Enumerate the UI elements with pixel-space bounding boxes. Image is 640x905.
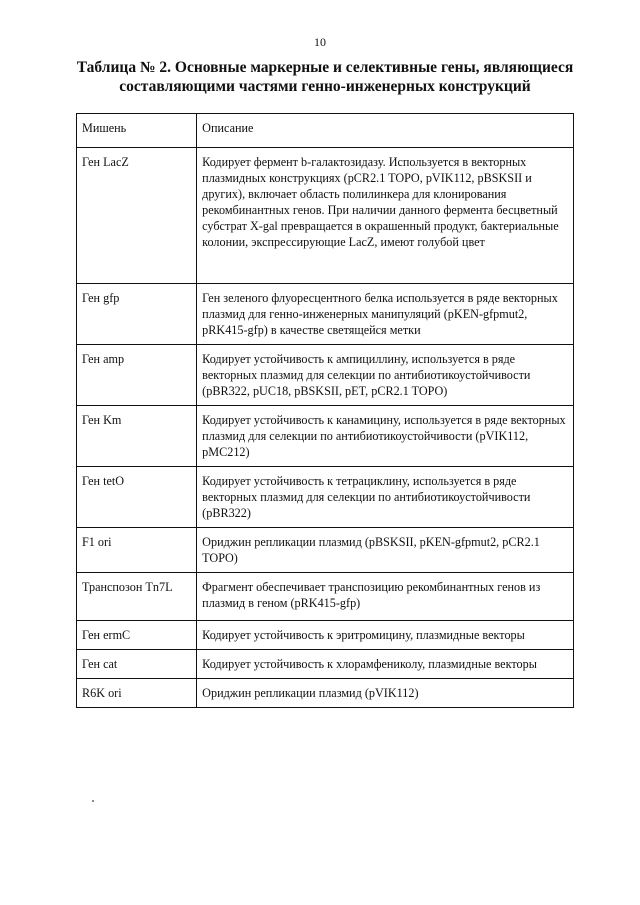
table-row <box>77 528 574 573</box>
row-target: Ген tetO <box>77 467 197 528</box>
row-description: Кодирует устойчивость к тетрациклину, используется в ряде векторных плазмид для селекции по антибиотикоустойчивости (pBR322) <box>197 467 574 528</box>
table-title-line-2: составляющими частями генно-инженерных конструкций <box>119 78 531 95</box>
row-target: Ген ermC <box>77 621 197 650</box>
table-row <box>77 148 574 284</box>
row-description: Кодирует устойчивость к ампициллину, используется в ряде векторных плазмид для селекции по антибиотикоустойчивости (pBR322, pUC18, pBSKSII, pET, pCR2.1 TOPO) <box>197 345 574 406</box>
row-target: F1 ori <box>77 528 197 573</box>
row-description: Кодирует устойчивость к хлорамфениколу, плазмидные векторы <box>197 650 574 679</box>
row-target: Ген cat <box>77 650 197 679</box>
row-target: Ген gfp <box>77 284 197 345</box>
row-description: Кодирует устойчивость к канамицину, используется в ряде векторных плазмид для селекции по антибиотикоустойчивости (pVIK112, pMC212) <box>197 406 574 467</box>
row-description: Ориджин репликации плазмид (pBSKSII, pKEN-gfpmut2, pCR2.1 TOPO) <box>197 528 574 573</box>
row-target: Ген Km <box>77 406 197 467</box>
table-title <box>60 58 590 96</box>
table-title-line-1: Таблица № 2. Основные маркерные и селективные гены, являющиеся <box>76 59 574 76</box>
header-description: Описание <box>197 114 574 148</box>
table-row <box>77 467 574 528</box>
row-description: Фрагмент обеспечивает транспозицию рекомбинантных генов из плазмид в геном (pRK415-gfp) <box>197 573 574 621</box>
table-row <box>77 284 574 345</box>
markers-table <box>76 113 574 708</box>
row-target: Ген LacZ <box>77 148 197 284</box>
table-row <box>77 406 574 467</box>
row-description: Кодирует устойчивость к эритромицину, плазмидные векторы <box>197 621 574 650</box>
row-target: Транспозон Tn7L <box>77 573 197 621</box>
table-header-row <box>77 114 574 148</box>
table-row <box>77 345 574 406</box>
row-description: Ген зеленого флуоресцентного белка используется в ряде векторных плазмид для генно-инженерных манипуляций (pKEN-gfpmut2, pRK415-gfp) в качестве светящейся метки <box>197 284 574 345</box>
header-target: Мишень <box>77 114 197 148</box>
table-row <box>77 621 574 650</box>
page-number: 10 <box>314 35 326 49</box>
table-row <box>77 679 574 708</box>
scan-speck <box>92 800 94 802</box>
table-row <box>77 573 574 621</box>
row-target: R6K ori <box>77 679 197 708</box>
table-row <box>77 650 574 679</box>
row-target: Ген amp <box>77 345 197 406</box>
row-description: Ориджин репликации плазмид (pVIK112) <box>197 679 574 708</box>
row-description: Кодирует фермент b-галактозидазу. Используется в векторных плазмидных конструкциях (pCR2.1 TOPO, pVIK112, pBSKSII и других), включает область полилинкера для клонирования рекомбинантных генов. При наличии данного фермента бесцветный субстрат X-gal превращается в окрашенный продукт, бактериальные колонии, экспрессирующие LacZ, имеют голубой цвет <box>197 148 574 284</box>
